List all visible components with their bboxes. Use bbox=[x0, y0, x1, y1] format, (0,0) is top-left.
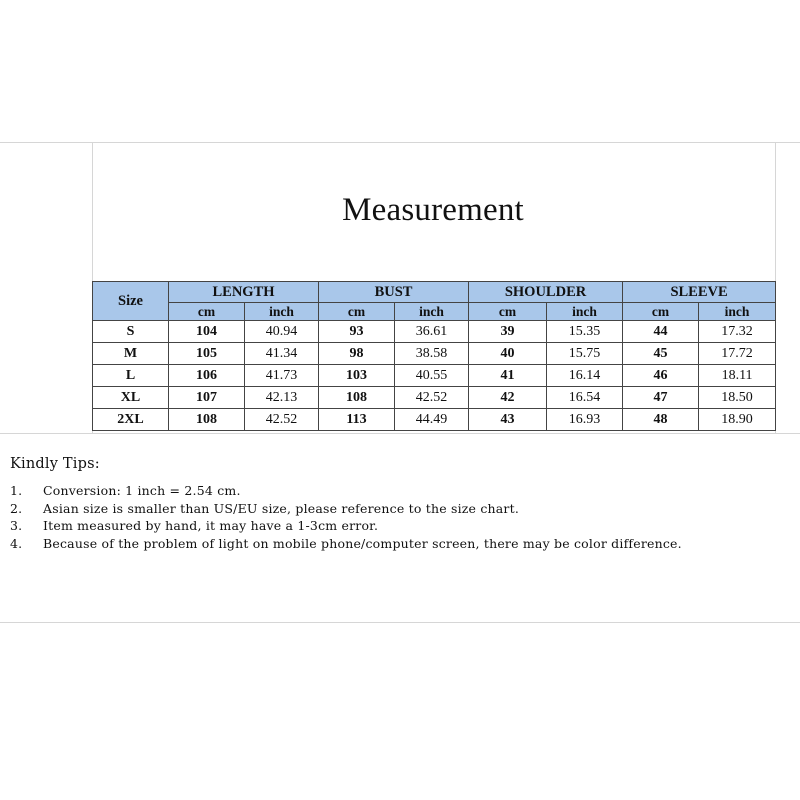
sleeve-inch-cell: 18.11 bbox=[699, 365, 776, 387]
shoulder-cm-cell: 43 bbox=[469, 409, 547, 431]
sleeve-inch-cell: 18.50 bbox=[699, 387, 776, 409]
header-row-groups bbox=[93, 282, 776, 303]
bust-inch-cell: 38.58 bbox=[395, 343, 469, 365]
length-cm-cell: 107 bbox=[169, 387, 245, 409]
list-item bbox=[10, 517, 790, 535]
shoulder-cm-cell: 41 bbox=[469, 365, 547, 387]
unit-header: inch bbox=[547, 303, 623, 321]
length-cm-cell: 106 bbox=[169, 365, 245, 387]
shoulder-header: SHOULDER bbox=[469, 282, 623, 303]
bust-inch-cell: 36.61 bbox=[395, 321, 469, 343]
sleeve-header: SLEEVE bbox=[623, 282, 776, 303]
shoulder-inch-cell: 15.35 bbox=[547, 321, 623, 343]
table-row bbox=[93, 321, 776, 343]
unit-header: cm bbox=[469, 303, 547, 321]
list-item bbox=[10, 482, 790, 500]
bust-cm-cell: 93 bbox=[319, 321, 395, 343]
unit-header: inch bbox=[395, 303, 469, 321]
bust-inch-cell: 42.52 bbox=[395, 387, 469, 409]
sleeve-cm-cell: 48 bbox=[623, 409, 699, 431]
length-cm-cell: 105 bbox=[169, 343, 245, 365]
list-item bbox=[10, 500, 790, 518]
length-cm-cell: 108 bbox=[169, 409, 245, 431]
length-header: LENGTH bbox=[169, 282, 319, 303]
sleeve-inch-cell: 17.72 bbox=[699, 343, 776, 365]
bust-header: BUST bbox=[319, 282, 469, 303]
unit-header: inch bbox=[699, 303, 776, 321]
sleeve-cm-cell: 46 bbox=[623, 365, 699, 387]
table-row bbox=[93, 409, 776, 431]
header-row-units bbox=[93, 303, 776, 321]
length-inch-cell: 42.13 bbox=[245, 387, 319, 409]
tip-number: 4. bbox=[10, 535, 23, 551]
bust-cm-cell: 108 bbox=[319, 387, 395, 409]
page-title: Measurement bbox=[342, 192, 524, 228]
size-cell: M bbox=[93, 343, 169, 365]
sleeve-inch-cell: 17.32 bbox=[699, 321, 776, 343]
bust-cm-cell: 103 bbox=[319, 365, 395, 387]
tip-number: 1. bbox=[10, 483, 23, 498]
tips-title: Kindly Tips: bbox=[10, 456, 100, 472]
shoulder-inch-cell: 16.93 bbox=[547, 409, 623, 431]
bust-inch-cell: 40.55 bbox=[395, 365, 469, 387]
size-header: Size bbox=[93, 282, 169, 321]
shoulder-cm-cell: 40 bbox=[469, 343, 547, 365]
size-cell: L bbox=[93, 365, 169, 387]
shoulder-cm-cell: 42 bbox=[469, 387, 547, 409]
sleeve-cm-cell: 47 bbox=[623, 387, 699, 409]
shoulder-inch-cell: 16.14 bbox=[547, 365, 623, 387]
middle-divider bbox=[0, 433, 800, 434]
table-row bbox=[93, 343, 776, 365]
list-item bbox=[10, 535, 790, 553]
tip-text: Item measured by hand, it may have a 1-3cm error. bbox=[43, 518, 379, 533]
sleeve-inch-cell: 18.90 bbox=[699, 409, 776, 431]
shoulder-cm-cell: 39 bbox=[469, 321, 547, 343]
tip-number: 2. bbox=[10, 500, 23, 516]
size-cell: S bbox=[93, 321, 169, 343]
unit-header: cm bbox=[169, 303, 245, 321]
bottom-divider bbox=[0, 622, 800, 623]
bust-cm-cell: 98 bbox=[319, 343, 395, 365]
tip-text: Conversion: 1 inch = 2.54 cm. bbox=[43, 483, 241, 498]
tip-text: Because of the problem of light on mobile phone/computer screen, there may be color difference. bbox=[43, 535, 682, 551]
size-chart-table bbox=[92, 281, 776, 431]
bust-cm-cell: 113 bbox=[319, 409, 395, 431]
unit-header: inch bbox=[245, 303, 319, 321]
shoulder-inch-cell: 16.54 bbox=[547, 387, 623, 409]
length-inch-cell: 40.94 bbox=[245, 321, 319, 343]
size-cell: 2XL bbox=[93, 409, 169, 431]
kindly-tips bbox=[10, 456, 790, 552]
shoulder-inch-cell: 15.75 bbox=[547, 343, 623, 365]
sleeve-cm-cell: 44 bbox=[623, 321, 699, 343]
top-divider bbox=[0, 142, 800, 143]
length-inch-cell: 41.73 bbox=[245, 365, 319, 387]
size-cell: XL bbox=[93, 387, 169, 409]
sleeve-cm-cell: 45 bbox=[623, 343, 699, 365]
unit-header: cm bbox=[319, 303, 395, 321]
length-cm-cell: 104 bbox=[169, 321, 245, 343]
unit-header: cm bbox=[623, 303, 699, 321]
length-inch-cell: 42.52 bbox=[245, 409, 319, 431]
bust-inch-cell: 44.49 bbox=[395, 409, 469, 431]
table-row bbox=[93, 387, 776, 409]
tip-number: 3. bbox=[10, 518, 23, 533]
table-row bbox=[93, 365, 776, 387]
length-inch-cell: 41.34 bbox=[245, 343, 319, 365]
tip-text: Asian size is smaller than US/EU size, please reference to the size chart. bbox=[43, 500, 520, 516]
